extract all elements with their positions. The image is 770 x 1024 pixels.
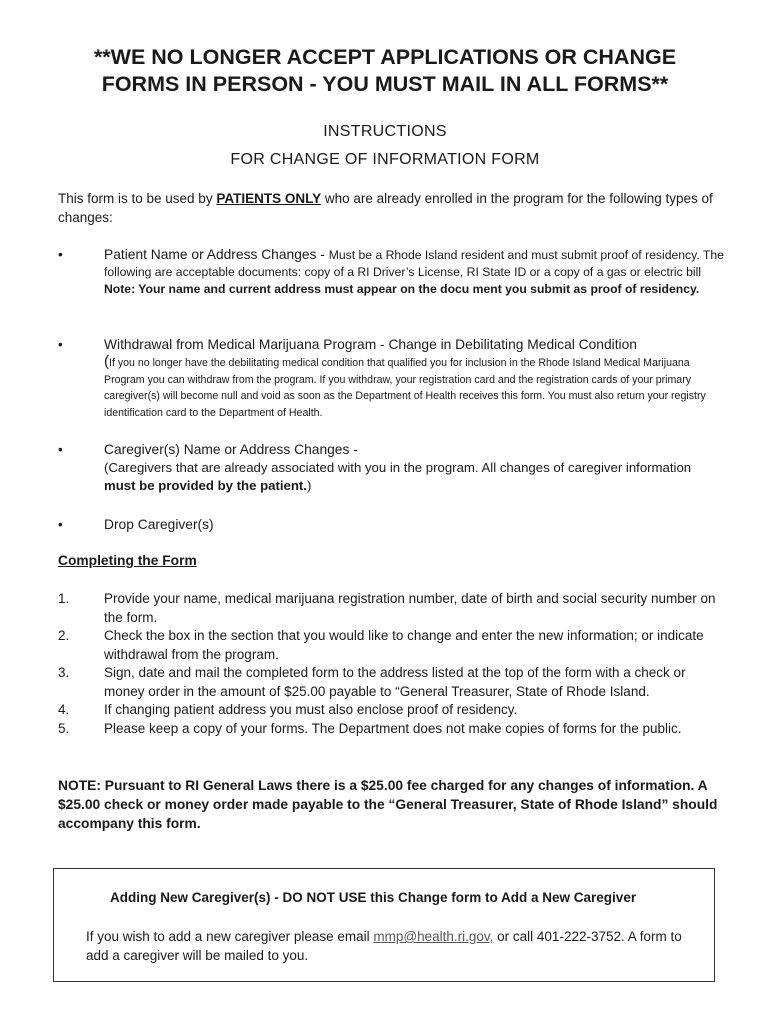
bullet-symbol: • (58, 442, 63, 457)
new-caregiver-notice-box (53, 868, 715, 982)
step-number: 1. (58, 591, 70, 606)
bullet-3-detail: (Caregivers that are already associated with you in the program. All changes of caregiver information (104, 460, 692, 475)
bullet-4-lead: Drop Caregiver(s) (104, 517, 214, 532)
bullet-2-detail: If you no longer have the debilitating medical condition that qualified you for inclusion in the Rhode Island Medical Marijuana Program you can withdraw from the program. If you withdraw, your registration card and the registration cards of your primary caregiver(s) will become null and void as soon as the Department of Health receives this form. You must also return your registry identification card to the Department of Health. (104, 357, 706, 419)
subtitle-instructions: INSTRUCTIONS (323, 123, 447, 140)
completing-form-heading: Completing the Form (58, 553, 197, 568)
step-number: 4. (58, 702, 70, 717)
title-line-1: **WE NO LONGER ACCEPT APPLICATIONS OR CHANGE (93, 45, 677, 69)
bullet-3-lead: Caregiver(s) Name or Address Changes - (104, 442, 358, 457)
list-item (58, 720, 728, 739)
bullet-1-note: Note: Your name and current address must appear on the docu ment you submit as proof of residency. (104, 282, 700, 296)
box-title: Adding New Caregiver(s) - DO NOT USE this Change form to Add a New Caregiver (110, 890, 637, 905)
list-item (58, 701, 728, 720)
bullet-2-detail-paragraph (104, 354, 726, 421)
step-number: 5. (58, 720, 70, 736)
list-item (58, 590, 728, 627)
bullet-2-lead: Withdrawal from Medical Marijuana Program - Change in Debilitating Medical Condition (104, 337, 637, 352)
intro-text-after: who are already enrolled in the program for the following types of changes: (58, 191, 713, 225)
step-text: Provide your name, medical marijuana registration number, date of birth and social security number on the form. (104, 591, 716, 625)
step-text: Sign, date and mail the completed form to the address listed at the top of the form with a check or money order in the amount of $25.00 payable to “General Treasurer, State of Rhode Island. (104, 665, 686, 699)
box-text-after: or call 401-222-3752. A form to add a caregiver will be mailed to you. (86, 929, 682, 963)
bullet-symbol: • (58, 337, 63, 352)
bullet-3-detail-paragraph (104, 459, 726, 495)
page-title (40, 44, 730, 98)
bullet-symbol: • (58, 247, 63, 262)
step-text: If changing patient address you must also enclose proof of residency. (104, 702, 518, 717)
bullet-symbol: • (58, 517, 63, 532)
bullet-3-detail-end: ) (306, 478, 312, 493)
step-number: 2. (58, 628, 70, 643)
email-link[interactable]: mmp@health.ri.gov, (373, 929, 494, 944)
step-number: 3. (58, 665, 70, 680)
bullet-2-paren: ( (104, 353, 109, 370)
box-text-before: If you wish to add a new caregiver please email (86, 929, 374, 944)
step-text: Please keep a copy of your forms. The Department does not make copies of forms for the public. (104, 720, 682, 736)
intro-text-before: This form is to be used by (58, 191, 217, 206)
bullet-1-lead: Patient Name or Address Changes - (104, 247, 329, 262)
bullet-3-emphasis: must be provided by the patient. (104, 478, 307, 493)
fee-note: NOTE: Pursuant to RI General Laws there is a $25.00 fee charged for any changes of information. A $25.00 check or money order made payable to the “General Treasurer, State of Rhode Island” should accompany this form. (58, 778, 718, 831)
box-text (86, 928, 696, 965)
bullet-1-detail: Must be a Rhode Island resident and must submit proof of residency. The following are acceptable documents: copy of a RI Driver’s License, RI State ID or a copy of a gas or electric bill (104, 248, 724, 279)
title-line-2: FORMS IN PERSON - YOU MUST MAIL IN ALL FORMS** (101, 72, 669, 96)
intro-emphasis: PATIENTS ONLY (216, 191, 322, 206)
bullet-1-text (104, 246, 726, 298)
subtitle-form-name: FOR CHANGE OF INFORMATION FORM (230, 151, 540, 168)
list-item (58, 664, 728, 701)
intro-paragraph (58, 190, 728, 227)
steps-list (58, 590, 728, 738)
step-text: Check the box in the section that you would like to change and enter the new information; or indicate withdrawal from the program. (104, 628, 704, 662)
list-item (58, 627, 728, 664)
